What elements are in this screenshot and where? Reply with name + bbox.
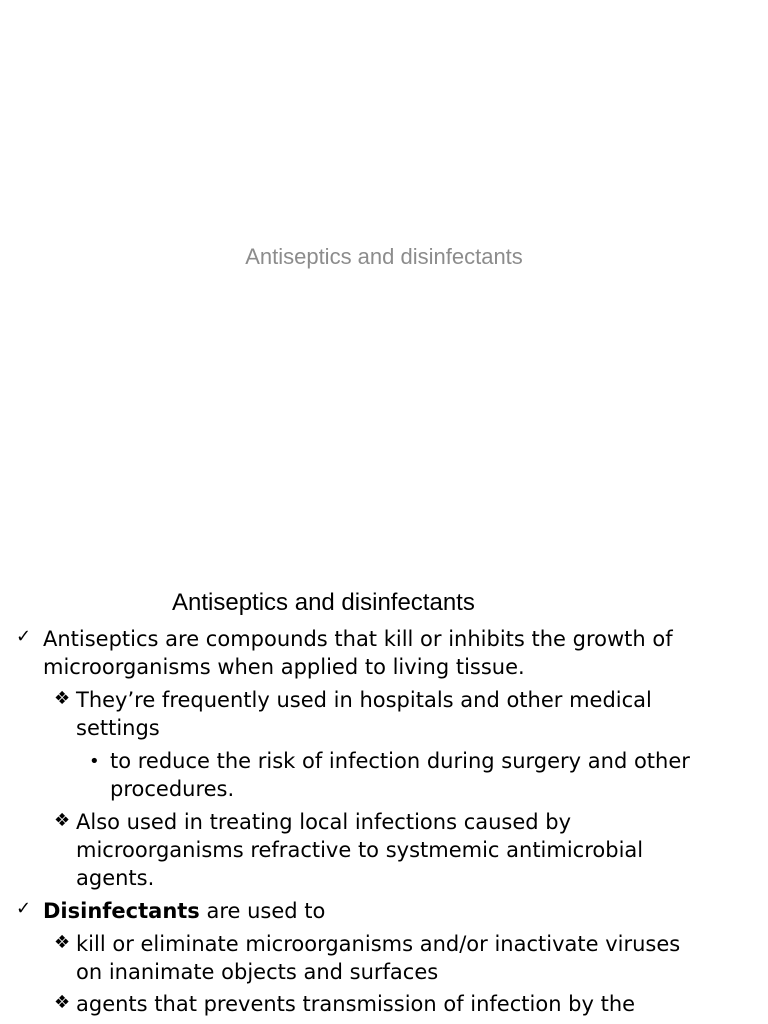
diamond-bullet-icon: ❖ [54,810,71,831]
bullet-text: Antiseptics are compounds that kill or inhibits the growth of [43,627,673,651]
bullet-text-rest: are used to [199,899,326,923]
dot-bullet-icon: • [89,751,100,772]
slide-1-title: Antiseptics and disinfectants [245,244,523,269]
bullet-text: Also used in treating local infections caused by [76,810,572,834]
bullet-text: kill or eliminate microorganisms and/or inactivate viruses [76,932,681,956]
slide-2-title: Antiseptics and disinfectants [172,589,475,616]
bullet-text [43,897,325,925]
checkmark-icon: ✓ [16,898,32,919]
diamond-bullet-icon: ❖ [54,688,71,709]
bullet-text: microorganisms refractive to systmemic antimicrobial [76,838,644,862]
checkmark-icon: ✓ [16,626,32,647]
bullet-text: They’re frequently used in hospitals and other medical [76,688,652,712]
bullet-text: agents that prevents transmission of infection by the [76,992,636,1016]
diamond-bullet-icon: ❖ [54,992,71,1013]
bullet-text: microorganisms when applied to living tissue. [43,655,525,679]
bullet-text: procedures. [110,777,235,801]
diamond-bullet-icon: ❖ [54,932,71,953]
bullet-text: settings [76,716,160,740]
bullet-text: agents. [76,866,155,890]
bullet-text: on inanimate objects and surfaces [76,960,439,984]
bullet-text: to reduce the risk of infection during surgery and other [110,749,690,773]
bold-term: Disinfectants [43,899,200,923]
